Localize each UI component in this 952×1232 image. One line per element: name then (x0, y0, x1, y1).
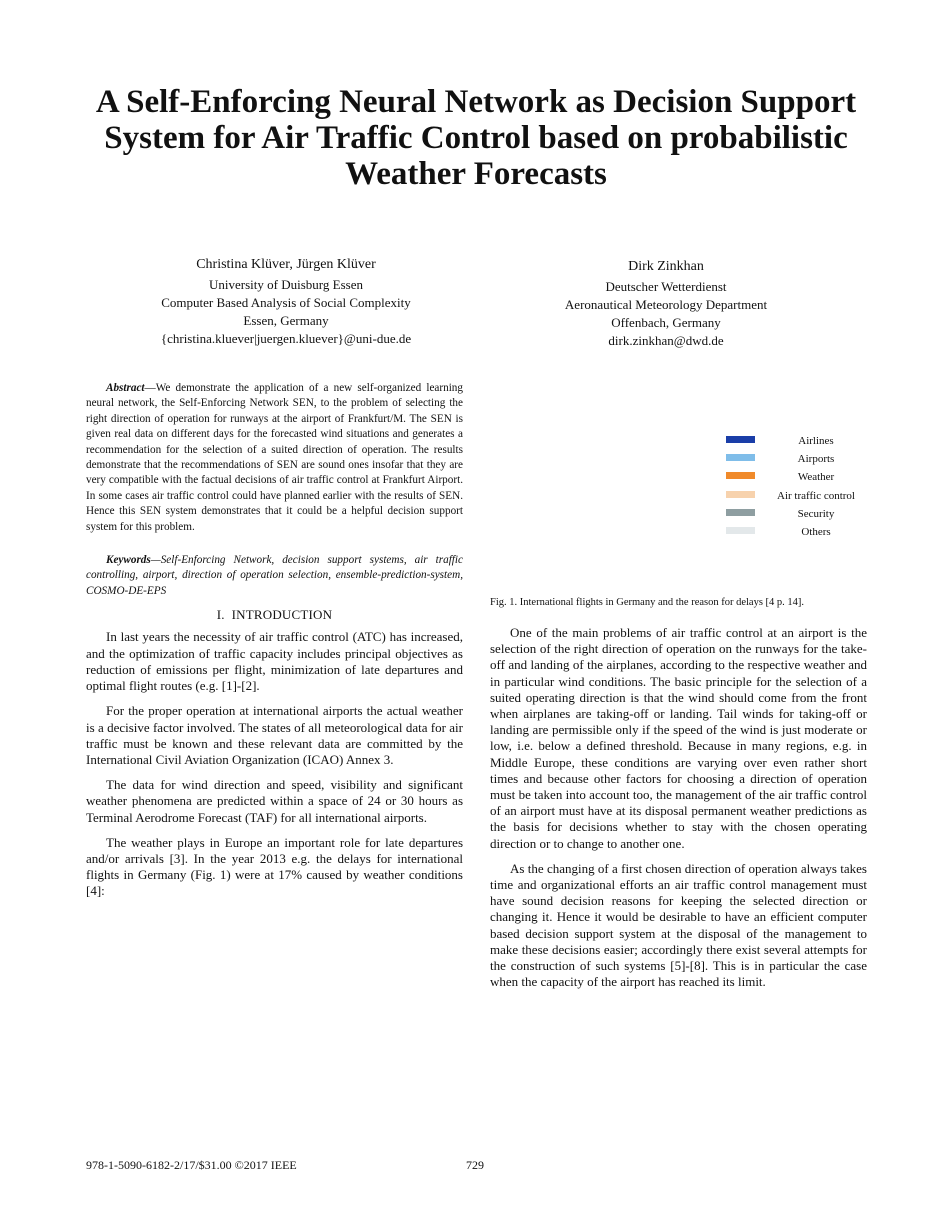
author-email: dirk.zinkhan@dwd.de (608, 333, 724, 348)
legend-label: Air traffic control (777, 489, 855, 502)
section-title-first: I (231, 607, 237, 623)
author-location: Offenbach, Germany (611, 315, 721, 330)
abstract-label: Abstract (106, 382, 145, 394)
author-email: {christina.kluever|juergen.kluever}@uni-due.de (160, 331, 412, 346)
section-numeral: I. (216, 607, 225, 623)
legend-item (720, 487, 870, 505)
keywords (86, 553, 463, 599)
author-names: Dirk Zinkhan (628, 259, 704, 274)
paragraph: The weather plays in Europe an important role for late departures and/or arrivals [3]. In the year 2013 e.g. the delays for international flights in Germany (Fig. 1) were at 17% caused by weather conditions [4]: (86, 834, 463, 899)
keywords-label: Keywords (106, 554, 151, 567)
legend-swatch-air-traffic-control (726, 491, 755, 498)
abstract-text: —We demonstrate the application of a new self-organized learning neural network, the Self-Enforcing Network SEN, to the problem of selecting the right direction of operation for runways at the airport of Frankfurt/M. The SEN is given real data on different days for the forecasted wind situations and generates a recommendation for the selection of a suited direction of operation. The results demonstrate that the recommendations of SEN are sound ones insofar that they are very compatible with the factual decisions of air traffic control at Frankfurt Airport. In some cases air traffic control could have planned earlier with the results of SEN. Hence this SEN system demonstrates that it could be a helpful decision support system for this problem. (86, 382, 463, 533)
legend-label: Others (801, 525, 831, 538)
legend-item (720, 523, 870, 541)
keywords-text: —Self-Enforcing Network, decision support systems, air traffic controlling, airport, direction of operation selection, ensemble-prediction-system, COSMO-DE-EPS (86, 554, 463, 597)
legend-swatch-security (726, 509, 755, 516)
legend-swatch-others (726, 527, 755, 534)
author-block-2 (496, 258, 836, 350)
paragraph: For the proper operation at international airports the actual weather is a decisive factor involved. The states of all meteorological data for air traffic must be known and these relevant data are committed by the International Civil Aviation Organization (ICAO) Annex 3. (86, 703, 463, 767)
figure-caption: Fig. 1. International flights in Germany and the reason for delays [4 p. 14]. (490, 597, 805, 608)
author-location: Essen, Germany (243, 313, 329, 328)
legend-item (720, 468, 870, 486)
paragraph: The data for wind direction and speed, visibility and significant weather phenomena are predicted within a space of 24 or 30 hours as Terminal Aerodrome Forecast (TAF) for all international airports. (86, 777, 463, 825)
paragraph: As the changing of a first chosen direction of operation always takes time and organizational efforts an air traffic control management must have sound decision reasons for keeping the selected direction or changing it. Hence it would be desirable to have an efficient computer based decision support system at the disposal of the management to make these decisions easier; accordingly there exist several attempts for the construction of such systems [5]-[8]. This is in particular the case when the capacity of the airport has reached its limit. (490, 860, 867, 990)
left-column (86, 381, 463, 909)
legend-swatch-airlines (726, 436, 755, 443)
page-number: 729 (466, 1158, 484, 1172)
legend-label: Airlines (798, 435, 834, 447)
author-department: Computer Based Analysis of Social Complexity (161, 295, 411, 310)
paragraph: In last years the necessity of air traffic control (ATC) has increased, and the optimization of traffic capacity includes principal objectives as reduction of emissions per flight, minimization of late departures and optimal flight routes (e.g. [1]-[2]. (86, 629, 463, 694)
legend-item (720, 432, 870, 450)
figure-legend (720, 432, 870, 541)
legend-swatch-airports (726, 454, 755, 461)
author-affiliation: University of Duisburg Essen (209, 277, 363, 292)
legend-item (720, 505, 870, 523)
footer-isbn: 978-1-5090-6182-2/17/$31.00 ©2017 IEEE (86, 1158, 297, 1172)
legend-item (720, 450, 870, 468)
paragraph: One of the main problems of air traffic control at an airport is the selection of the right direction of operation on the runways for the take-off and landing of the airplanes, according to the respective weather and in particular wind conditions. The basic principle for the selection of a suited operating direction is that the wind should come from the front when airplanes are taking-off or landing. Tail winds for taking-off or landing are permissible only if the speed of the wind is just moderate or low, i.e. below a defined threshold. Because in many regions, e.g. in Middle Europe, these conditions are varying over even rather short times and because other factors for choosing a direction of operation must be taken into account too, the management of the air traffic control of an airport must have at its disposal permanent weather predictions as the basis for decisions whether to stay with the chosen operating direction or to change to another one. (490, 625, 867, 851)
legend-swatch-weather (726, 472, 755, 479)
section-title-rest: NTRODUCTION (236, 607, 333, 623)
author-names: Christina Klüver, Jürgen Klüver (196, 257, 376, 272)
author-affiliation: Deutscher Wetterdienst (605, 279, 727, 294)
legend-label: Weather (797, 471, 835, 484)
section-heading-introduction (86, 607, 463, 623)
legend-label: Security (797, 507, 835, 520)
author-block-1 (96, 256, 476, 348)
author-department: Aeronautical Meteorology Department (564, 297, 768, 312)
legend-label: Airports (797, 453, 835, 466)
abstract (86, 381, 463, 535)
paper-title: A Self-Enforcing Neural Network as Decision Support System for Air Traffic Control based on probabilistic Weather Forecasts (95, 84, 857, 192)
right-column (490, 625, 867, 999)
